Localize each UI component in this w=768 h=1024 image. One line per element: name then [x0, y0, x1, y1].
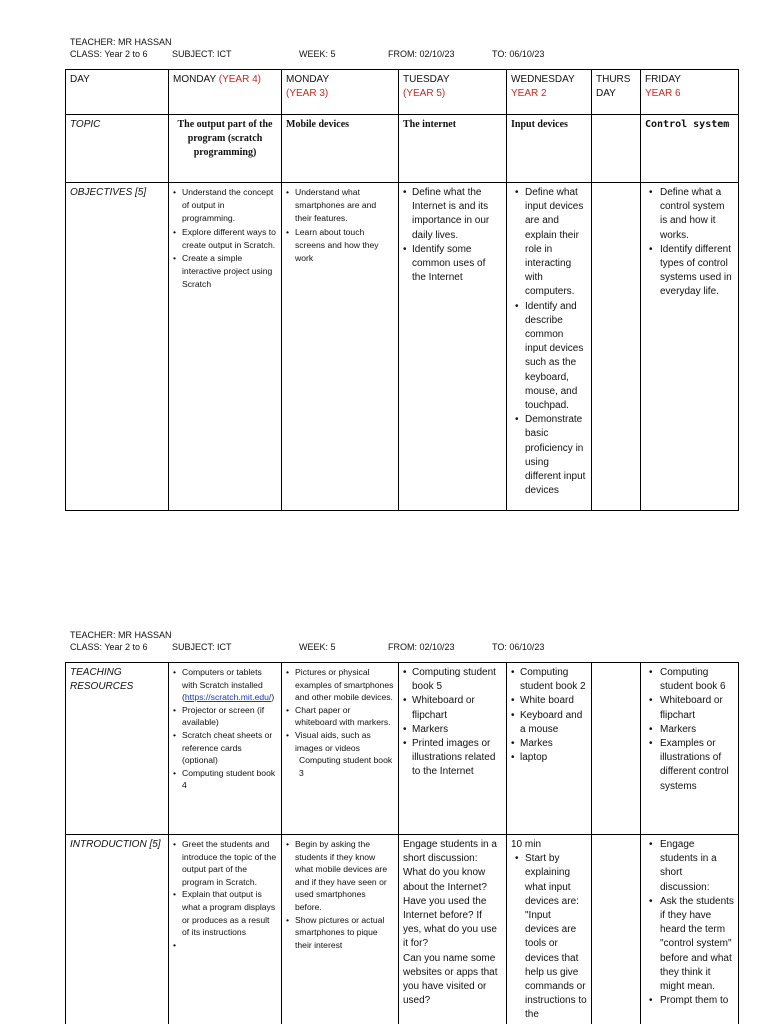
resources-cell [399, 663, 507, 835]
subject-label: SUBJECT: ICT [172, 642, 232, 652]
topic-row [66, 115, 739, 183]
subject-label: SUBJECT: ICT [172, 49, 232, 59]
list-item: • Scratch cheat sheets or reference cards (optional) [173, 729, 277, 767]
introduction-cell [169, 835, 282, 1024]
list-item: • Define what input devices are and explain their role in interacting with computers. [511, 186, 587, 300]
list-item: • Projector or screen (if available) [173, 704, 277, 729]
teacher-label: TEACHER: MR HASSAN [70, 630, 172, 640]
class-label: CLASS: Year 2 to 6 [70, 49, 148, 59]
objectives-cell [282, 183, 399, 511]
day-tuesday: TUESDAY (YEAR 5) [399, 70, 507, 115]
list-item: • Greet the students and introduce the topic of the output part of the program in Scratch. [173, 838, 277, 888]
year-badge: (YEAR 4) [218, 74, 261, 85]
list-item: • Whiteboard or flipchart [645, 694, 734, 722]
list-item: • Define what the Internet is and its importance in our daily lives. [403, 186, 502, 243]
list-item: • Chart paper or whiteboard with markers. [286, 704, 394, 729]
list-item: • Markes [511, 737, 587, 751]
resources-row [66, 663, 739, 835]
list-item: • Visual aids, such as images or videos [286, 729, 394, 754]
lesson-plan-table-2 [65, 662, 739, 1024]
list-item: • Create a simple interactive project using Scratch [173, 252, 277, 292]
to-label: TO: 06/10/23 [492, 642, 545, 652]
topic-cell: The output part of the program (scratch programming) [169, 115, 282, 183]
day-thursday: THURS DAY [592, 70, 641, 115]
week-label: WEEK: 5 [299, 642, 336, 652]
list-item [173, 939, 277, 952]
list-item: • laptop [511, 751, 587, 765]
to-label: TO: 06/10/23 [492, 49, 545, 59]
objectives-row [66, 183, 739, 511]
day-label-cell: DAY [66, 70, 169, 115]
introduction-text: Engage students in a short discussion: What do you know about the Internet? Have you used the Internet before? If yes, what do you use it for? Can you name some websites or apps that you have visited or used? [403, 839, 498, 1007]
list-item: • Start by explaining what input devices are: "Input devices are tools or devices that help us give commands or instructions to the [511, 852, 587, 1022]
list-item: • Computing student book 4 [173, 767, 277, 792]
list-item: • Explain that output is what a program displays or produces as a result of its instructions [173, 888, 277, 938]
list-item: • Define what a control system is and how it works. [645, 186, 734, 243]
topic-cell: Mobile devices [282, 115, 399, 183]
topic-cell: Input devices [507, 115, 592, 183]
class-label: CLASS: Year 2 to 6 [70, 642, 148, 652]
resources-cell [641, 663, 739, 835]
resources-cell [169, 663, 282, 835]
day-monday-y4: MONDAY (YEAR 4) [169, 70, 282, 115]
list-item: • Demonstrate basic proficiency in using different input devices [511, 413, 587, 498]
introduction-cell [507, 835, 592, 1024]
topic-cell [592, 115, 641, 183]
day-wednesday: WEDNESDAY YEAR 2 [507, 70, 592, 115]
list-item: • Computers or tablets with Scratch installed (https://scratch.mit.edu/) [173, 666, 277, 704]
lesson-plan-table-1 [65, 69, 739, 511]
year-badge: (YEAR 5) [403, 88, 446, 100]
list-item: • Markers [403, 723, 502, 737]
introduction-cell [282, 835, 399, 1024]
introduction-label-cell: INTRODUCTION [5] [66, 835, 169, 1024]
from-label: FROM: 02/10/23 [388, 49, 455, 59]
day-row [66, 70, 739, 115]
week-label: WEEK: 5 [299, 49, 336, 59]
objectives-cell [641, 183, 739, 511]
resources-cell-empty [592, 663, 641, 835]
header-block-2 [70, 629, 630, 655]
objectives-label-cell: OBJECTIVES [5] [66, 183, 169, 511]
header-block-1 [70, 36, 630, 62]
objectives-cell [169, 183, 282, 511]
list-item: • White board [511, 694, 587, 708]
year-badge: YEAR 2 [511, 88, 547, 100]
from-label: FROM: 02/10/23 [388, 642, 455, 652]
list-item: • Examples or illustrations of different control systems [645, 737, 734, 794]
list-item: • Whiteboard or flipchart [403, 694, 502, 722]
day-monday-y3: MONDAY (YEAR 3) [282, 70, 399, 115]
list-item: • Printed images or illustrations related to the Internet [403, 737, 502, 780]
scratch-link[interactable]: https://scratch.mit.edu/ [184, 692, 272, 703]
list-item: • Learn about touch screens and how they work [286, 226, 394, 266]
list-item: • Keyboard and a mouse [511, 709, 587, 737]
resources-cell [507, 663, 592, 835]
list-item: • Computing student book 5 [403, 666, 502, 694]
teacher-label: TEACHER: MR HASSAN [70, 37, 172, 47]
year-badge: YEAR 6 [645, 88, 681, 100]
list-item: • Explore different ways to create output in Scratch. [173, 226, 277, 252]
list-item: • Computing student book 2 [511, 666, 587, 694]
list-item: • Understand the concept of output in programming. [173, 186, 277, 226]
list-item: • Ask the students if they have heard the term "control system" before and what they think it might mean. [645, 895, 734, 994]
introduction-cell-empty [592, 835, 641, 1024]
list-item: • Markers [645, 723, 734, 737]
topic-cell: The internet [399, 115, 507, 183]
introduction-cell [641, 835, 739, 1024]
year-badge: (YEAR 3) [286, 88, 329, 100]
list-item: • Pictures or physical examples of smartphones and other mobile devices. [286, 666, 394, 704]
objectives-cell-empty [592, 183, 641, 511]
list-item: • Begin by asking the students if they know what mobile devices are and if they have seen or used smartphones before. [286, 838, 394, 914]
list-item: • Identify and describe common input devices such as the keyboard, mouse, and touchpad. [511, 300, 587, 414]
topic-cell: Control system [641, 115, 739, 183]
objectives-cell [507, 183, 592, 511]
list-item: • Identify different types of control systems used in everyday life. [645, 243, 734, 300]
time-label: 10 min [511, 839, 542, 850]
list-item: • Show pictures or actual smartphones to pique their interest [286, 914, 394, 952]
resources-label-cell: TEACHING RESOURCES [66, 663, 169, 835]
objectives-cell [399, 183, 507, 511]
list-item: • Computing student book 6 [645, 666, 734, 694]
list-item: • Prompt them to [645, 994, 734, 1008]
introduction-cell [399, 835, 507, 1024]
day-friday: FRIDAY YEAR 6 [641, 70, 739, 115]
list-item: • Engage students in a short discussion: [645, 838, 734, 895]
list-item: • Identify some common uses of the Internet [403, 243, 502, 286]
topic-label-cell: TOPIC [66, 115, 169, 183]
resources-cell [282, 663, 399, 835]
list-item: • Understand what smartphones are and their features. [286, 186, 394, 226]
resource-extra: Computing student book 3 [299, 755, 393, 778]
introduction-row [66, 835, 739, 1024]
